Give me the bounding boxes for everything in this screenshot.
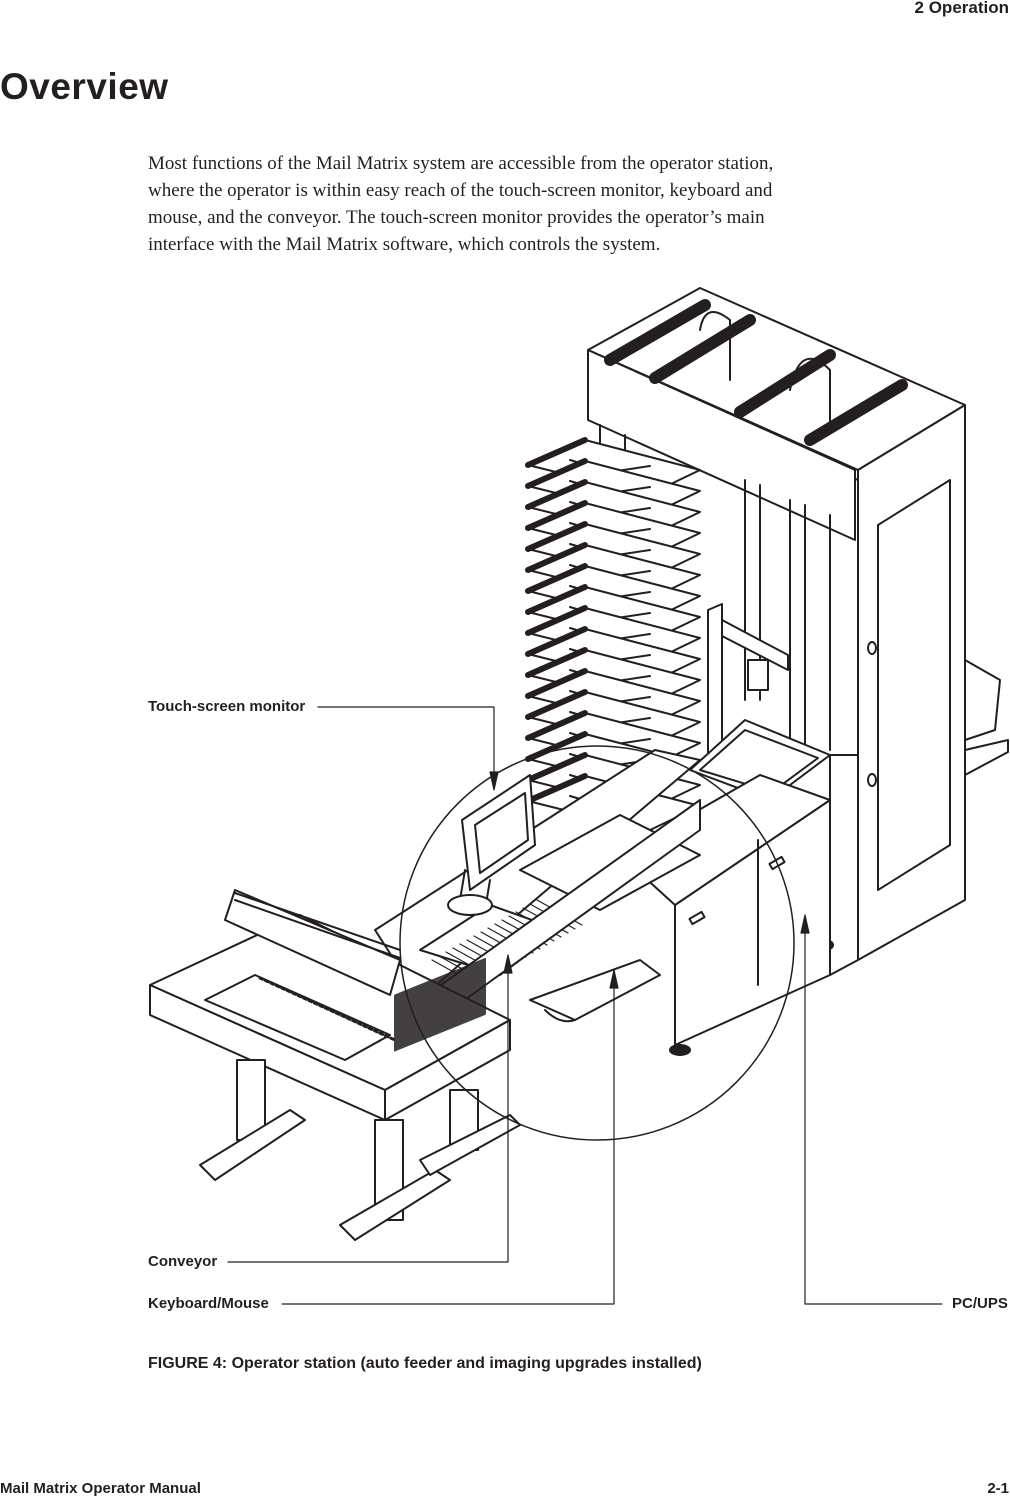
callout-touch-screen-monitor: Touch-screen monitor bbox=[148, 698, 306, 715]
body-line: interface with the Mail Matrix software, which controls the system. bbox=[148, 234, 661, 255]
callout-pc-ups: PC/UPS bbox=[952, 1295, 1008, 1312]
footer-page-number: 2-1 bbox=[987, 1480, 1009, 1497]
callout-conveyor: Conveyor bbox=[148, 1253, 218, 1270]
body-line: Most functions of the Mail Matrix system are accessible from the operator station, bbox=[148, 153, 774, 174]
keyboard-tray bbox=[530, 960, 660, 1021]
footer-manual-title: Mail Matrix Operator Manual bbox=[0, 1480, 201, 1497]
body-line: where the operator is within easy reach of the touch-screen monitor, keyboard and bbox=[148, 180, 773, 201]
body-line: mouse, and the conveyor. The touch-screen monitor provides the operator’s main bbox=[148, 207, 765, 228]
page-title: Overview bbox=[0, 66, 169, 107]
figure-caption: FIGURE 4: Operator station (auto feeder and imaging upgrades installed) bbox=[148, 1355, 702, 1372]
chapter-header: 2 Operation bbox=[914, 0, 1009, 17]
callout-keyboard-mouse: Keyboard/Mouse bbox=[148, 1295, 269, 1312]
